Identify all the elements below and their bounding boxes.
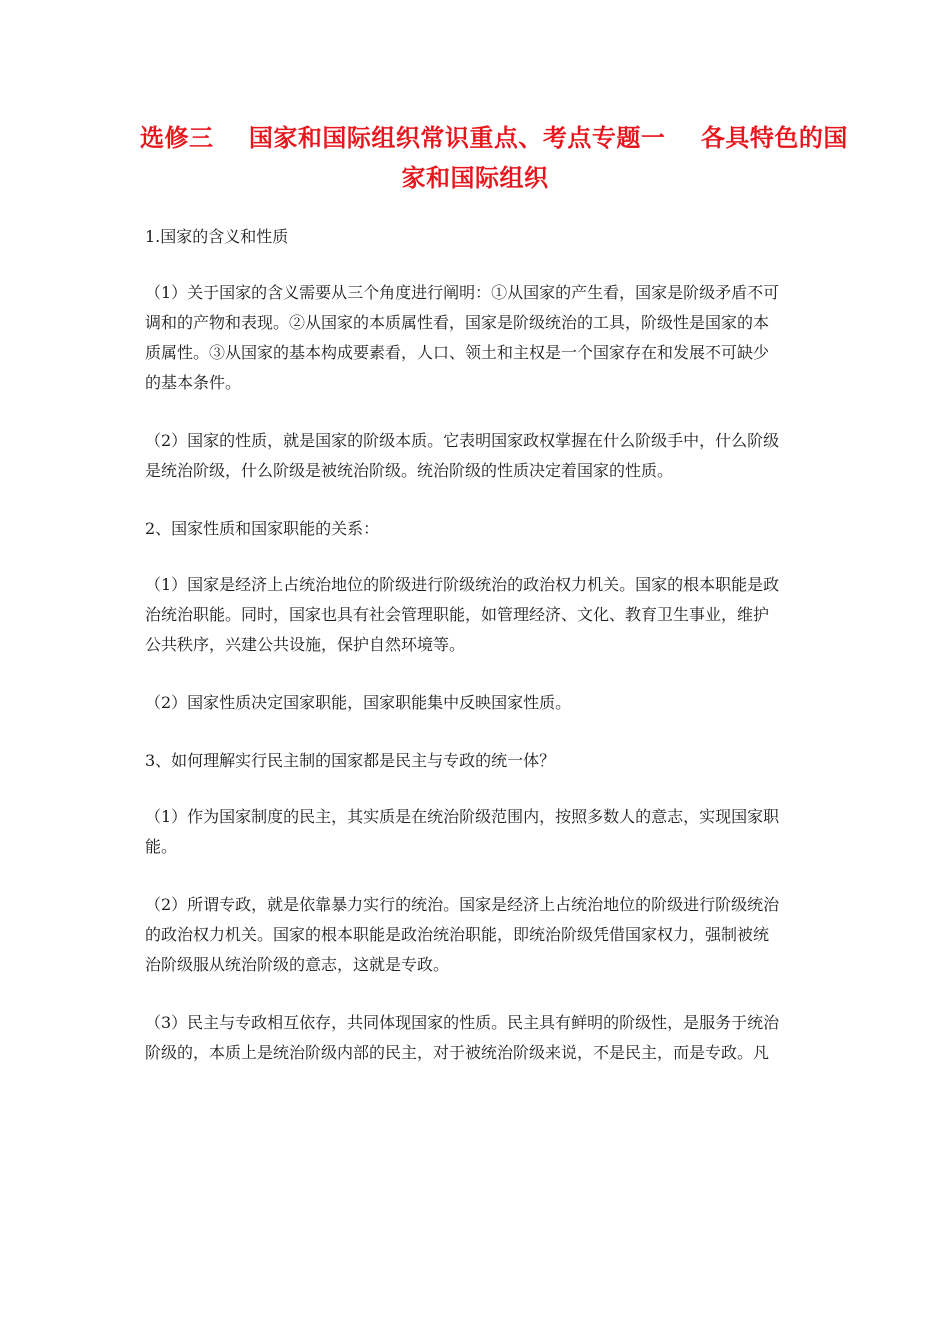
paragraph-line: 公共秩序，兴建公共设施，保护自然环境等。 <box>145 635 466 654</box>
paragraph-line: （1）作为国家制度的民主，其实质是在统治阶级范围内，按照多数人的意志，实现国家职 <box>145 807 780 826</box>
paragraph-line: 调和的产物和表现。②从国家的本质属性看，国家是阶级统治的工具，阶级性是国家的本 <box>145 313 770 332</box>
title-line-2: 家和国际组织 <box>401 164 549 192</box>
paragraph <box>145 802 810 862</box>
paragraph-line: 能。 <box>145 837 178 856</box>
paragraph-line: 质属性。③从国家的基本构成要素看，人口、领土和主权是一个国家存在和发展不可缺少 <box>145 343 770 362</box>
paragraph-line: 治阶级服从统治阶级的意志，这就是专政。 <box>145 955 450 974</box>
paragraph-line: 阶级的，本质上是统治阶级内部的民主，对于被统治阶级来说，不是民主，而是专政。凡 <box>145 1043 770 1062</box>
paragraph-line: （1）国家是经济上占统治地位的阶级进行阶级统治的政治权力机关。国家的根本职能是政 <box>145 575 780 594</box>
paragraph-line: 治统治职能。同时，国家也具有社会管理职能，如管理经济、文化、教育卫生事业，维护 <box>145 605 770 624</box>
document-body <box>145 222 810 1096</box>
paragraph <box>145 688 810 718</box>
paragraph-line: 的基本条件。 <box>145 373 242 392</box>
paragraph-line: 的政治权力机关。国家的根本职能是政治统治职能，即统治阶级凭借国家权力，强制被统 <box>145 925 770 944</box>
paragraph-line: （2）所谓专政，就是依靠暴力实行的统治。国家是经济上占统治地位的阶级进行阶级统治 <box>145 895 780 914</box>
paragraph <box>145 426 810 486</box>
paragraph-line: （1）关于国家的含义需要从三个角度进行阐明：①从国家的产生看，国家是阶级矛盾不可 <box>145 283 780 302</box>
paragraph-line: 是统治阶级，什么阶级是被统治阶级。统治阶级的性质决定着国家的性质。 <box>145 461 674 480</box>
paragraph <box>145 570 810 660</box>
document-title <box>140 118 848 198</box>
section-heading: 2、国家性质和国家职能的关系： <box>145 519 380 538</box>
title-line-1: 选修三 国家和国际组织常识重点、考点专题一 各具特色的国 <box>140 124 848 152</box>
section-heading: 1.国家的含义和性质 <box>145 227 289 246</box>
section-heading: 3、如何理解实行民主制的国家都是民主与专政的统一体？ <box>145 751 556 770</box>
paragraph <box>145 890 810 980</box>
paragraph-line: （2）国家性质决定国家职能，国家职能集中反映国家性质。 <box>145 693 572 712</box>
paragraph-line: （2）国家的性质，就是国家的阶级本质。它表明国家政权掌握在什么阶级手中，什么阶级 <box>145 431 780 450</box>
paragraph-line: （3）民主与专政相互依存，共同体现国家的性质。民主具有鲜明的阶级性，是服务于统治 <box>145 1013 780 1032</box>
paragraph <box>145 278 810 398</box>
paragraph <box>145 1008 810 1068</box>
